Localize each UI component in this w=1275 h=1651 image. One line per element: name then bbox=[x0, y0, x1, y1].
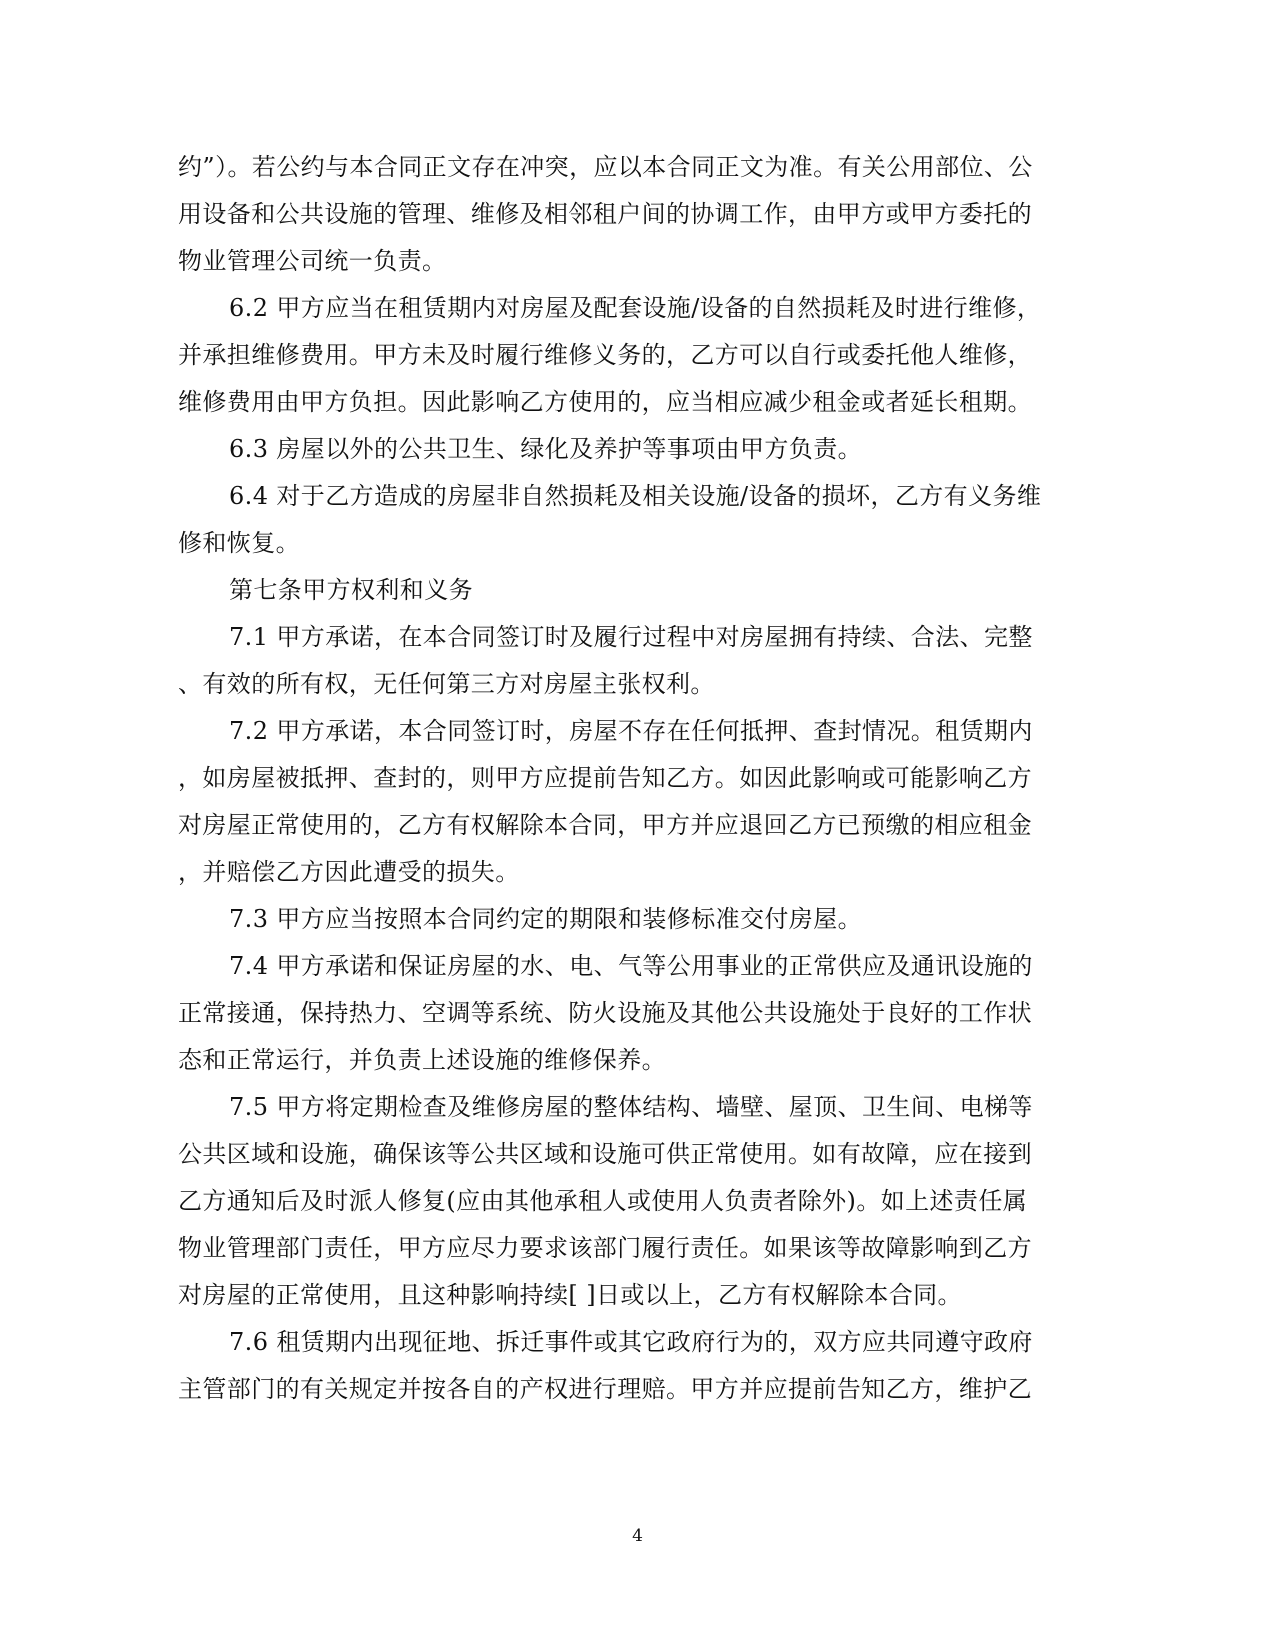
text-line: 修和恢复。 bbox=[178, 529, 300, 557]
text-line: 乙方通知后及时派人修复(应由其他承租人或使用人负责者除外)。如上述责任属 bbox=[178, 1187, 1028, 1215]
page-number: 4 bbox=[632, 1526, 643, 1546]
text-line: 7.3 甲方应当按照本合同约定的期限和装修标准交付房屋。 bbox=[229, 905, 862, 933]
text-line: 6.3 房屋以外的公共卫生、绿化及养护等事项由甲方负责。 bbox=[229, 435, 862, 463]
text-line: 物业管理部门责任，甲方应尽力要求该部门履行责任。如果该等故障影响到乙方 bbox=[178, 1234, 1032, 1262]
text-line: 6.2 甲方应当在租赁期内对房屋及配套设施/设备的自然损耗及时进行维修， bbox=[229, 294, 1042, 322]
text-line: 并承担维修费用。甲方未及时履行维修义务的，乙方可以自行或委托他人维修， bbox=[178, 341, 1032, 369]
text-line: 7.4 甲方承诺和保证房屋的水、电、气等公用事业的正常供应及通讯设施的 bbox=[229, 952, 1033, 980]
text-line: 7.2 甲方承诺，本合同签订时，房屋不存在任何抵押、查封情况。租赁期内 bbox=[229, 717, 1033, 745]
text-line: ，如房屋被抵押、查封的，则甲方应提前告知乙方。如因此影响或可能影响乙方 bbox=[178, 764, 1032, 792]
text-line: 主管部门的有关规定并按各自的产权进行理赔。甲方并应提前告知乙方，维护乙 bbox=[178, 1375, 1032, 1403]
text-line: 7.6 租赁期内出现征地、拆迁事件或其它政府行为的，双方应共同遵守政府 bbox=[229, 1328, 1033, 1356]
section-heading: 第七条甲方权利和义务 bbox=[229, 576, 473, 604]
text-line: 7.5 甲方将定期检查及维修房屋的整体结构、墙壁、屋顶、卫生间、电梯等 bbox=[229, 1093, 1033, 1121]
text-line: 用设备和公共设施的管理、维修及相邻租户间的协调工作，由甲方或甲方委托的 bbox=[178, 200, 1032, 228]
text-line: 、有效的所有权，无任何第三方对房屋主张权利。 bbox=[178, 670, 715, 698]
text-line: 7.1 甲方承诺，在本合同签订时及履行过程中对房屋拥有持续、合法、完整 bbox=[229, 623, 1033, 651]
text-line: 对房屋的正常使用，且这种影响持续[ ]日或以上，乙方有权解除本合同。 bbox=[178, 1281, 962, 1309]
text-line: ，并赔偿乙方因此遭受的损失。 bbox=[178, 858, 520, 886]
text-line: 6.4 对于乙方造成的房屋非自然损耗及相关设施/设备的损坏，乙方有义务维 bbox=[229, 482, 1042, 510]
text-line: 物业管理公司统一负责。 bbox=[178, 247, 447, 275]
text-line: 对房屋正常使用的，乙方有权解除本合同，甲方并应退回乙方已预缴的相应租金 bbox=[178, 811, 1032, 839]
text-line: 态和正常运行，并负责上述设施的维修保养。 bbox=[178, 1046, 666, 1074]
text-line: 约”）。若公约与本合同正文存在冲突，应以本合同正文为准。有关公用部位、公 bbox=[178, 153, 1033, 181]
text-line: 维修费用由甲方负担。因此影响乙方使用的，应当相应减少租金或者延长租期。 bbox=[178, 388, 1032, 416]
text-line: 正常接通，保持热力、空调等系统、防火设施及其他公共设施处于良好的工作状 bbox=[178, 999, 1032, 1027]
text-line: 公共区域和设施，确保该等公共区域和设施可供正常使用。如有故障，应在接到 bbox=[178, 1140, 1032, 1168]
